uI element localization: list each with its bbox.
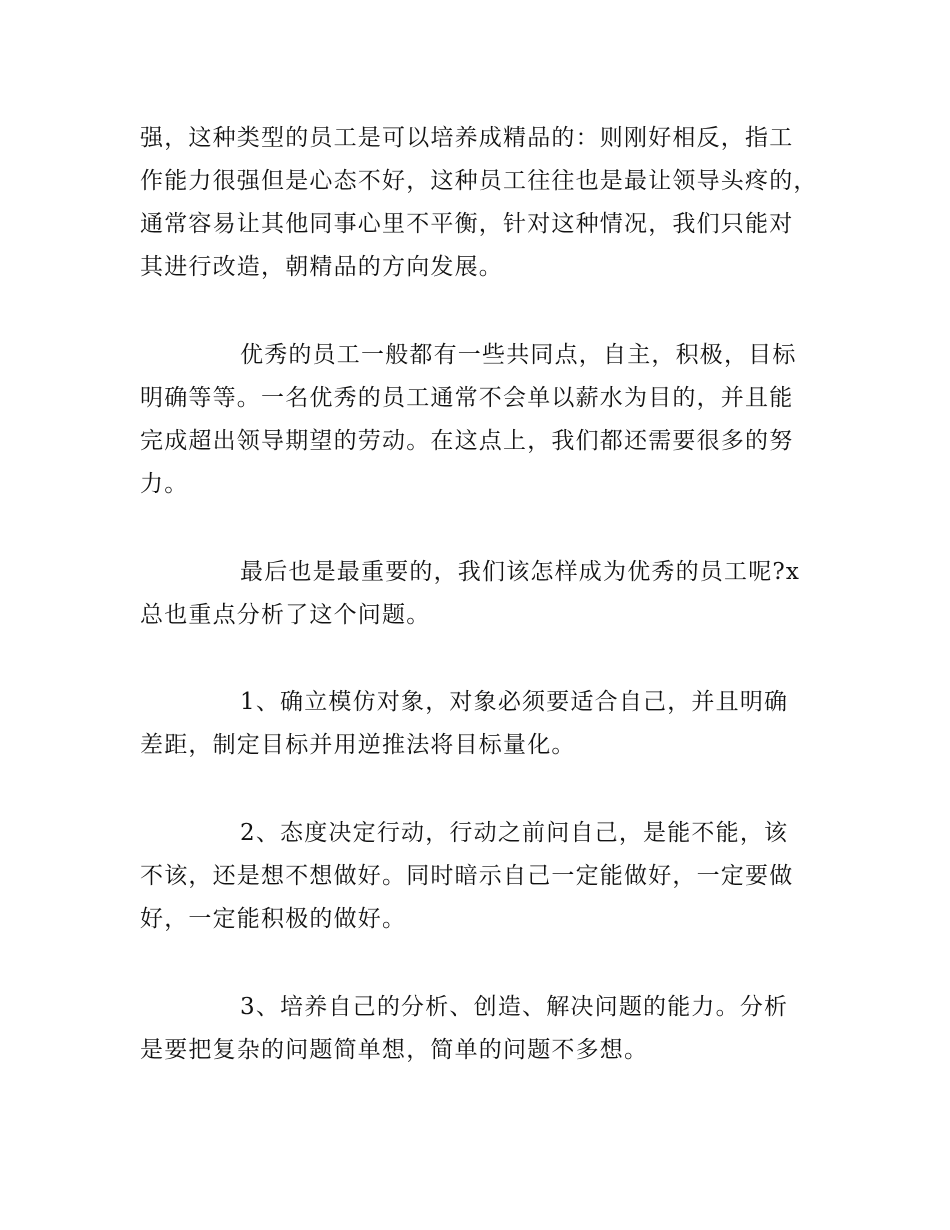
text-line: 总也重点分析了这个问题。: [140, 602, 431, 628]
text-line: 差距，制定目标并用逆推法将目标量化。: [140, 732, 576, 758]
text-line: 完成超出领导期望的劳动。在这点上，我们都还需要很多的努: [140, 428, 794, 454]
text-line: 最后也是最重要的，我们该怎样成为优秀的员工呢?x: [240, 559, 801, 585]
text-line: 明确等等。一名优秀的员工通常不会单以薪水为目的，并且能: [140, 385, 794, 411]
text-line: 力。: [140, 471, 189, 497]
text-line: 1、确立模仿对象，对象必须要适合自己，并且明确: [240, 689, 789, 715]
text-line: 2、态度决定行动，行动之前问自己，是能不能，该: [240, 820, 789, 846]
text-line: 通常容易让其他同事心里不平衡，针对这种情况，我们只能对: [140, 211, 794, 237]
text-line: 优秀的员工一般都有一些共同点，自主，积极，目标: [240, 342, 797, 368]
paragraph-6: [140, 986, 820, 1072]
text-line: 强，这种类型的员工是可以培养成精品的：则刚好相反，指工: [140, 125, 794, 151]
paragraph-1: [140, 117, 820, 289]
paragraph-2: [140, 334, 820, 506]
text-line: 其进行改造，朝精品的方向发展。: [140, 254, 503, 280]
text-line: 3、培养自己的分析、创造、解决问题的能力。分析: [240, 994, 789, 1020]
text-line: 作能力很强但是心态不好，这种员工往往也是最让领导头疼的，: [140, 168, 818, 194]
text-line: 好，一定能积极的做好。: [140, 906, 407, 932]
text-line: 是要把复杂的问题简单想，简单的问题不多想。: [140, 1037, 649, 1063]
paragraph-5: [140, 812, 820, 941]
paragraph-4: [140, 681, 820, 767]
paragraph-3: [140, 551, 820, 637]
text-line: 不该，还是想不想做好。同时暗示自己一定能做好，一定要做: [140, 863, 794, 889]
